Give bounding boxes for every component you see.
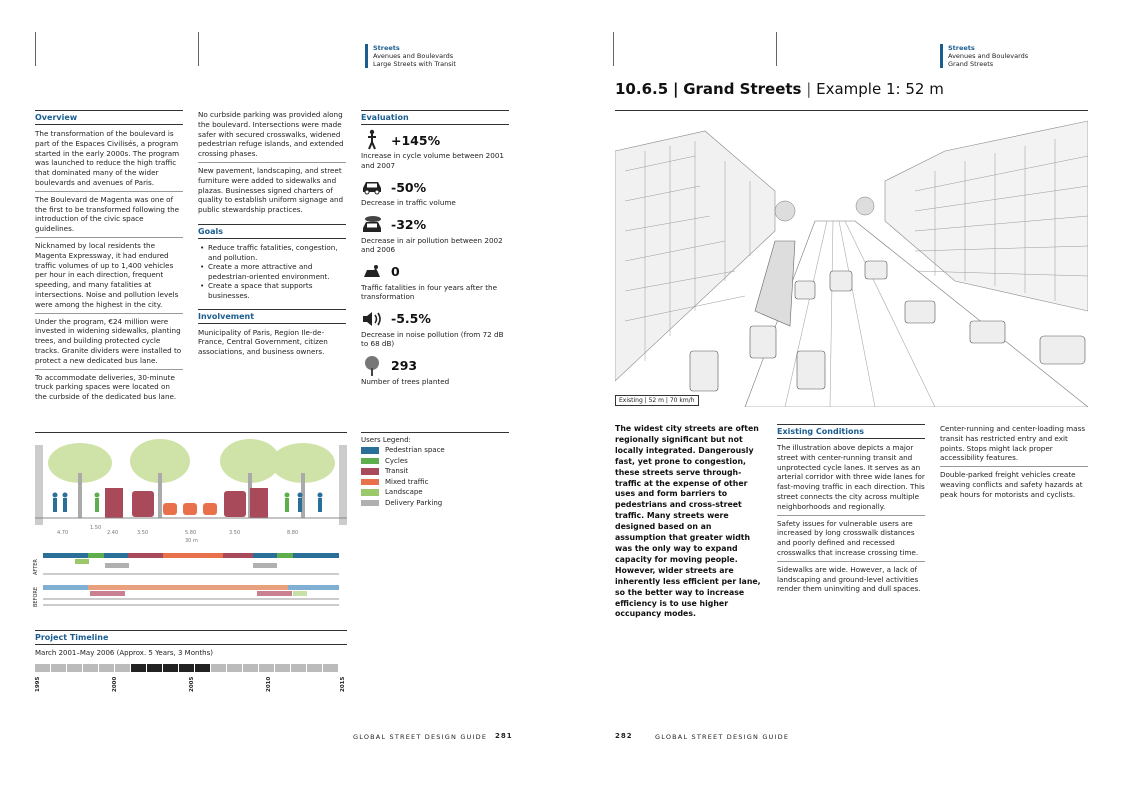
eval-item: -32% (361, 214, 509, 236)
swatch (361, 458, 379, 465)
year-label: 2015 (340, 676, 346, 692)
dim-label: 4.70 (57, 530, 69, 536)
legend-title: Users Legend: (361, 436, 411, 444)
dim-label: 3.50 (229, 530, 241, 536)
legend-item: Delivery Parking (361, 498, 509, 509)
existing-conditions: Existing Conditions The illustration above depicts a major street with center-running transit and unprotected cycle lanes. It serves as an arterial corridor with three wide lanes for fast-moving traffic in each direction. This street connects the city across multiple neighborhoods and regionally. Safety issues for vulnerable users are increased by long crosswalk distances and poorly defined and recessed crosswalks that increase crossing time. Sidewalks are wide. However, a lack of landscaping and ground-level activities render them uninviting and dull spaces. (777, 424, 925, 600)
swatch (361, 500, 379, 507)
overview-section (35, 110, 183, 408)
timeline-heading: Project Timeline (35, 630, 347, 645)
section-illustration (35, 433, 347, 613)
dim-label: 5.80 (185, 530, 197, 536)
car-icon (361, 176, 383, 198)
year-label: 1995 (35, 676, 41, 692)
before-label: BEFORE (33, 586, 39, 607)
column-rule (776, 32, 777, 66)
legend-item: Cycles (361, 456, 509, 467)
column-rule (198, 32, 199, 66)
year-label: 2010 (266, 676, 272, 692)
car-pollution-icon (361, 214, 383, 236)
legend-item: Transit (361, 466, 509, 477)
footer-title: GLOBAL STREET DESIGN GUIDE (655, 733, 790, 741)
list-item: • Create a more attractive and pedestrian-oriented environment. (198, 262, 346, 281)
involvement-text: Municipality of Paris, Region Ile-de-France, Central Government, citizen associations, and business owners. (198, 327, 328, 357)
dim-label: 3.50 (137, 530, 149, 536)
swatch (361, 489, 379, 496)
timeline-subtitle: March 2001–May 2006 (Approx. 5 Years, 3 Months) (35, 649, 213, 657)
breadcrumb: Streets Avenues and Boulevards Large Streets with Transit (365, 44, 495, 68)
eval-item: 293 (361, 355, 509, 377)
dim-label: 8.80 (287, 530, 299, 536)
year-label: 2000 (112, 676, 118, 692)
evaluation-section: Evaluation +145% Increase in cycle volume between 2001 and 2007 -50% Decrease in traffic volume -32% Decrease in air pollution between 2002 and 2006 0 Traffic fatalities in four years after the transformation -5.5% Decrease in noise pollution (from 72 dB to 68 dB) 293 Number of trees planted (361, 110, 509, 392)
legend-item: Landscape (361, 487, 509, 498)
eval-item: 0 (361, 261, 509, 283)
list-item: • Create a space that supports businesses. (198, 281, 346, 300)
users-legend (361, 432, 509, 508)
dim-label: 1.50 (90, 525, 102, 531)
legend-item: Mixed traffic (361, 477, 509, 488)
lead-text: The widest city streets are often regionally significant but not locally integrated. Dangerously fast, yet prone to congestion, these streets serve through-traffic at the expense of other uses and form barriers to pedestrians and cross-street traffic. Many streets were designed based on an assumption that greater width was the only way to expand capacity for moving people. However, wider streets are inherently less efficient per lane, so the better way to increase efficiency is to use higher occupancy modes. (615, 424, 761, 619)
street-section-diagram (35, 432, 347, 612)
goals-list (198, 243, 346, 301)
goals-heading: Goals (198, 224, 346, 239)
evaluation-heading: Evaluation (361, 110, 509, 125)
page-number: 281 (495, 732, 513, 740)
swatch (361, 447, 379, 454)
swatch (361, 468, 379, 475)
after-label: AFTER (33, 559, 39, 575)
year-label: 2005 (189, 676, 195, 692)
overview-text: The transformation of the boulevard is part of the Espaces Civilisés, a program started in the early 2000s. The program was launched to reduce the high traffic that dominated many of the wider boulevards and avenues of Paris. The Boulevard de Magenta was one of the first to be transformed following the introduction of the civic space guidelines. Nicknamed by local residents the Magenta Expressway, it had endured traffic volumes of up to 1,400 vehicles per hour in each direction, frequent speeding, and many fatalities at intersections. Noise and pollution levels were among the highest in the city. Under the program, €24 million were invested in widening sidewalks, planting trees, and building protected cycle tracks. Granite dividers were installed to protect a new dedicated bus lane. To accommodate deliveries, 30-minute truck parking spaces were located on the curbside of the dedicated bus lane. (35, 129, 182, 402)
column-rule (613, 32, 614, 66)
eval-item: -5.5% (361, 308, 509, 330)
dim-label: 2.40 (107, 530, 119, 536)
eval-item: +145% (361, 129, 509, 151)
involvement-heading: Involvement (198, 309, 346, 324)
timeline-bar (35, 664, 347, 674)
page-title: 10.6.5 | Grand Streets | Example 1: 52 m (615, 80, 944, 98)
right-column: Center-running and center-loading mass transit has restricted entry and exit points. Stops might lack proper accessibility features. Double-parked freight vehicles create weaving conflicts and safety hazards at peak hours for motorists and cyclists. (940, 424, 1088, 506)
image-caption: Existing | 52 m | 70 km/h (615, 395, 699, 406)
speaker-icon (361, 308, 383, 330)
street-illustration (615, 110, 1088, 406)
eval-item: -50% (361, 176, 509, 198)
legend-item: Pedestrian space (361, 445, 509, 456)
footer-title: GLOBAL STREET DESIGN GUIDE (353, 733, 488, 741)
perspective-drawing (615, 111, 1088, 407)
swatch (361, 479, 379, 486)
middle-column: No curbside parking was provided along the boulevard. Intersections were made safer with secured crosswalks, widened pedestrian refuge islands, and extended crossing phases. New pavement, landscaping, and street furniture were added to sidewalks and plazas. Businesses signed charters of quality to establish uniform signage and public stewardship practices. Goals • Reduce traffic fatalities, congestion, and pollution. • Create a more attractive and pedestrian-oriented environment. • Create a space that supports businesses. Involvement Municipality of Paris, Region Ile-de-France, Central Government, citizen associations, and business owners. (198, 110, 346, 357)
list-item: • Reduce traffic fatalities, congestion, and pollution. (198, 243, 346, 262)
total-width: 30 m (185, 538, 198, 544)
column-rule (35, 32, 36, 66)
overview-heading: Overview (35, 110, 183, 125)
breadcrumb: Streets Avenues and Boulevards Grand Streets (940, 44, 1070, 68)
tree-icon (361, 355, 383, 377)
crash-icon (361, 261, 383, 283)
existing-heading: Existing Conditions (777, 424, 925, 439)
cyclist-icon (361, 129, 383, 151)
project-timeline (35, 630, 347, 692)
page-number: 282 (615, 732, 633, 740)
